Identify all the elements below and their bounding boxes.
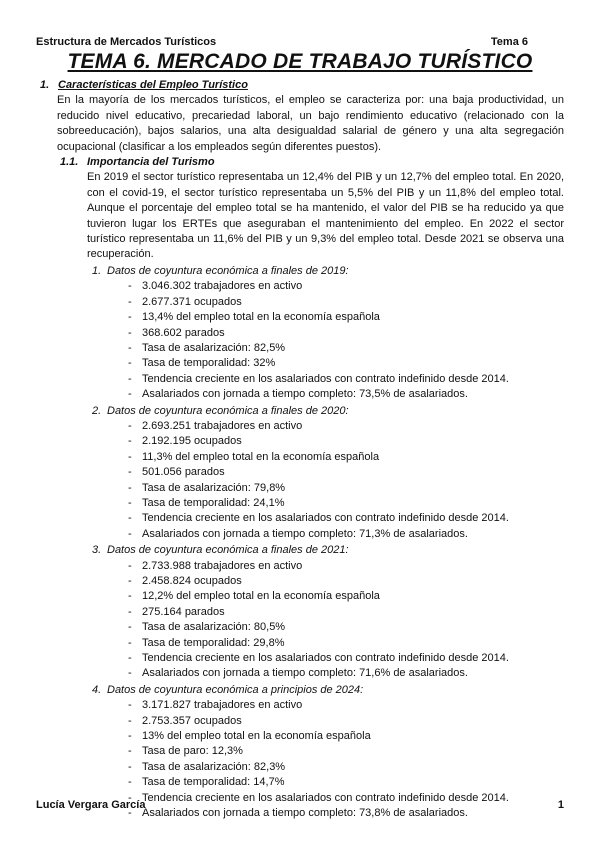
data-block-heading	[36, 404, 564, 419]
list-item: - 2.733.988 trabajadores en activo	[36, 559, 564, 574]
header-course-title: Estructura de Mercados Turísticos	[36, 36, 217, 48]
subsection-paragraph: En 2019 el sector turístico representaba un 12,4% del PIB y un 12,7% del empleo total. En 2020, con el covid-19, el sector turístico representaba un 5,5% del PIB y un 11,8% del empleo total. Aunque el porcentaje del empleo total se ha mantenido, el valor del PIB se ha reducido ya que tuvieron lugar los ERTEs que aseguraban el mantenimiento del empleo. En 2022 el sector turístico representaba un 11,6% del PIB y un 9,3% del empleo total. Desde 2021 se observa una recuperación.	[87, 171, 564, 261]
subsection-number: 1.1.	[60, 156, 79, 169]
page-footer	[36, 799, 564, 811]
list-item: - Asalariados con jornada a tiempo completo: 73,5% de asalariados.	[36, 387, 564, 402]
section-heading	[36, 78, 564, 93]
list-item: - Tasa de temporalidad: 32%	[36, 356, 564, 371]
list-item: - Tendencia creciente en los asalariados con contrato indefinido desde 2014.	[36, 372, 564, 387]
list-item: - 2.458.824 ocupados	[36, 574, 564, 589]
data-block-title: Datos de coyuntura económica a finales de 2019:	[107, 264, 349, 277]
list-item: - Tendencia creciente en los asalariados con contrato indefinido desde 2014.	[36, 511, 564, 526]
data-block-number: 1.	[92, 264, 102, 277]
section-title: Características del Empleo Turístico	[58, 79, 248, 91]
data-block-heading	[36, 264, 564, 279]
subsection-heading	[36, 155, 564, 170]
list-item: - 2.693.251 trabajadores en activo	[36, 419, 564, 434]
list-item: - 368.602 parados	[36, 326, 564, 341]
data-block-title: Datos de coyuntura económica a finales de 2021:	[107, 544, 349, 557]
subsection-title: Importancia del Turismo	[87, 156, 215, 169]
list-item: - Asalariados con jornada a tiempo completo: 73,8% de asalariados.	[36, 806, 564, 821]
list-item: - 13,4% del empleo total en la economía española	[36, 310, 564, 325]
footer-author: Lucía Vergara García	[36, 799, 146, 811]
list-item: - Tasa de temporalidad: 14,7%	[36, 775, 564, 790]
data-block-title: Datos de coyuntura económica a principios de 2024:	[107, 683, 364, 696]
data-block-title: Datos de coyuntura económica a finales de 2020:	[107, 404, 349, 417]
list-item: - 275.164 parados	[36, 605, 564, 620]
list-item: - 2.192.195 ocupados	[36, 434, 564, 449]
data-list	[36, 559, 564, 682]
page-number: 1	[557, 799, 564, 811]
list-item: - 3.171.827 trabajadores en activo	[36, 698, 564, 713]
data-block-number: 3.	[92, 544, 102, 557]
data-list	[36, 419, 564, 542]
data-block-number: 2.	[92, 404, 102, 417]
list-item: - Tasa de temporalidad: 24,1%	[36, 496, 564, 511]
list-item: - Tendencia creciente en los asalariados con contrato indefinido desde 2014.	[36, 651, 564, 666]
list-item: - 3.046.302 trabajadores en activo	[36, 279, 564, 294]
list-item: - 12,2% del empleo total en la economía española	[36, 589, 564, 604]
list-item: - Tendencia creciente en los asalariados con contrato indefinido desde 2014.	[36, 791, 564, 806]
list-item: - Tasa de asalarización: 80,5%	[36, 620, 564, 635]
list-item: - 501.056 parados	[36, 465, 564, 480]
list-item: - 2.753.357 ocupados	[36, 714, 564, 729]
document-body	[36, 78, 564, 822]
data-block-2019	[36, 264, 564, 403]
section-paragraph: En la mayoría de los mercados turísticos, el empleo se caracteriza por: una baja productividad, un reducido nivel educativo, precariedad laboral, un bajo rendimiento educativo (relacionado con la sobreeducación), bajos salarios, una alta desigualdad salarial de género y una alta segregación ocupacional (clasificar a los empleados según diferentes puestos).	[57, 94, 564, 153]
list-item: - 11,3% del empleo total en la economía española	[36, 450, 564, 465]
list-item: - 13% del empleo total en la economía española	[36, 729, 564, 744]
list-item: - Tasa de asalarización: 82,5%	[36, 341, 564, 356]
list-item: - Tasa de paro: 12,3%	[36, 744, 564, 759]
list-item: - 2.677.371 ocupados	[36, 295, 564, 310]
data-block-number: 4.	[92, 683, 102, 696]
list-item: - Asalariados con jornada a tiempo completo: 71,6% de asalariados.	[36, 666, 564, 681]
header-topic: Tema 6	[490, 36, 528, 48]
list-item: - Asalariados con jornada a tiempo completo: 71,3% de asalariados.	[36, 527, 564, 542]
page-header	[36, 36, 528, 48]
list-item: - Tasa de temporalidad: 29,8%	[36, 636, 564, 651]
document-title: TEMA 6. MERCADO DE TRABAJO TURÍSTICO	[67, 50, 533, 73]
data-block-heading	[36, 683, 564, 698]
data-block-2020	[36, 404, 564, 543]
section-number: 1.	[40, 79, 50, 91]
data-block-heading	[36, 543, 564, 558]
data-list	[36, 279, 564, 402]
list-item: - Tasa de asalarización: 79,8%	[36, 481, 564, 496]
data-block-2021	[36, 543, 564, 682]
list-item: - Tasa de asalarización: 82,3%	[36, 760, 564, 775]
